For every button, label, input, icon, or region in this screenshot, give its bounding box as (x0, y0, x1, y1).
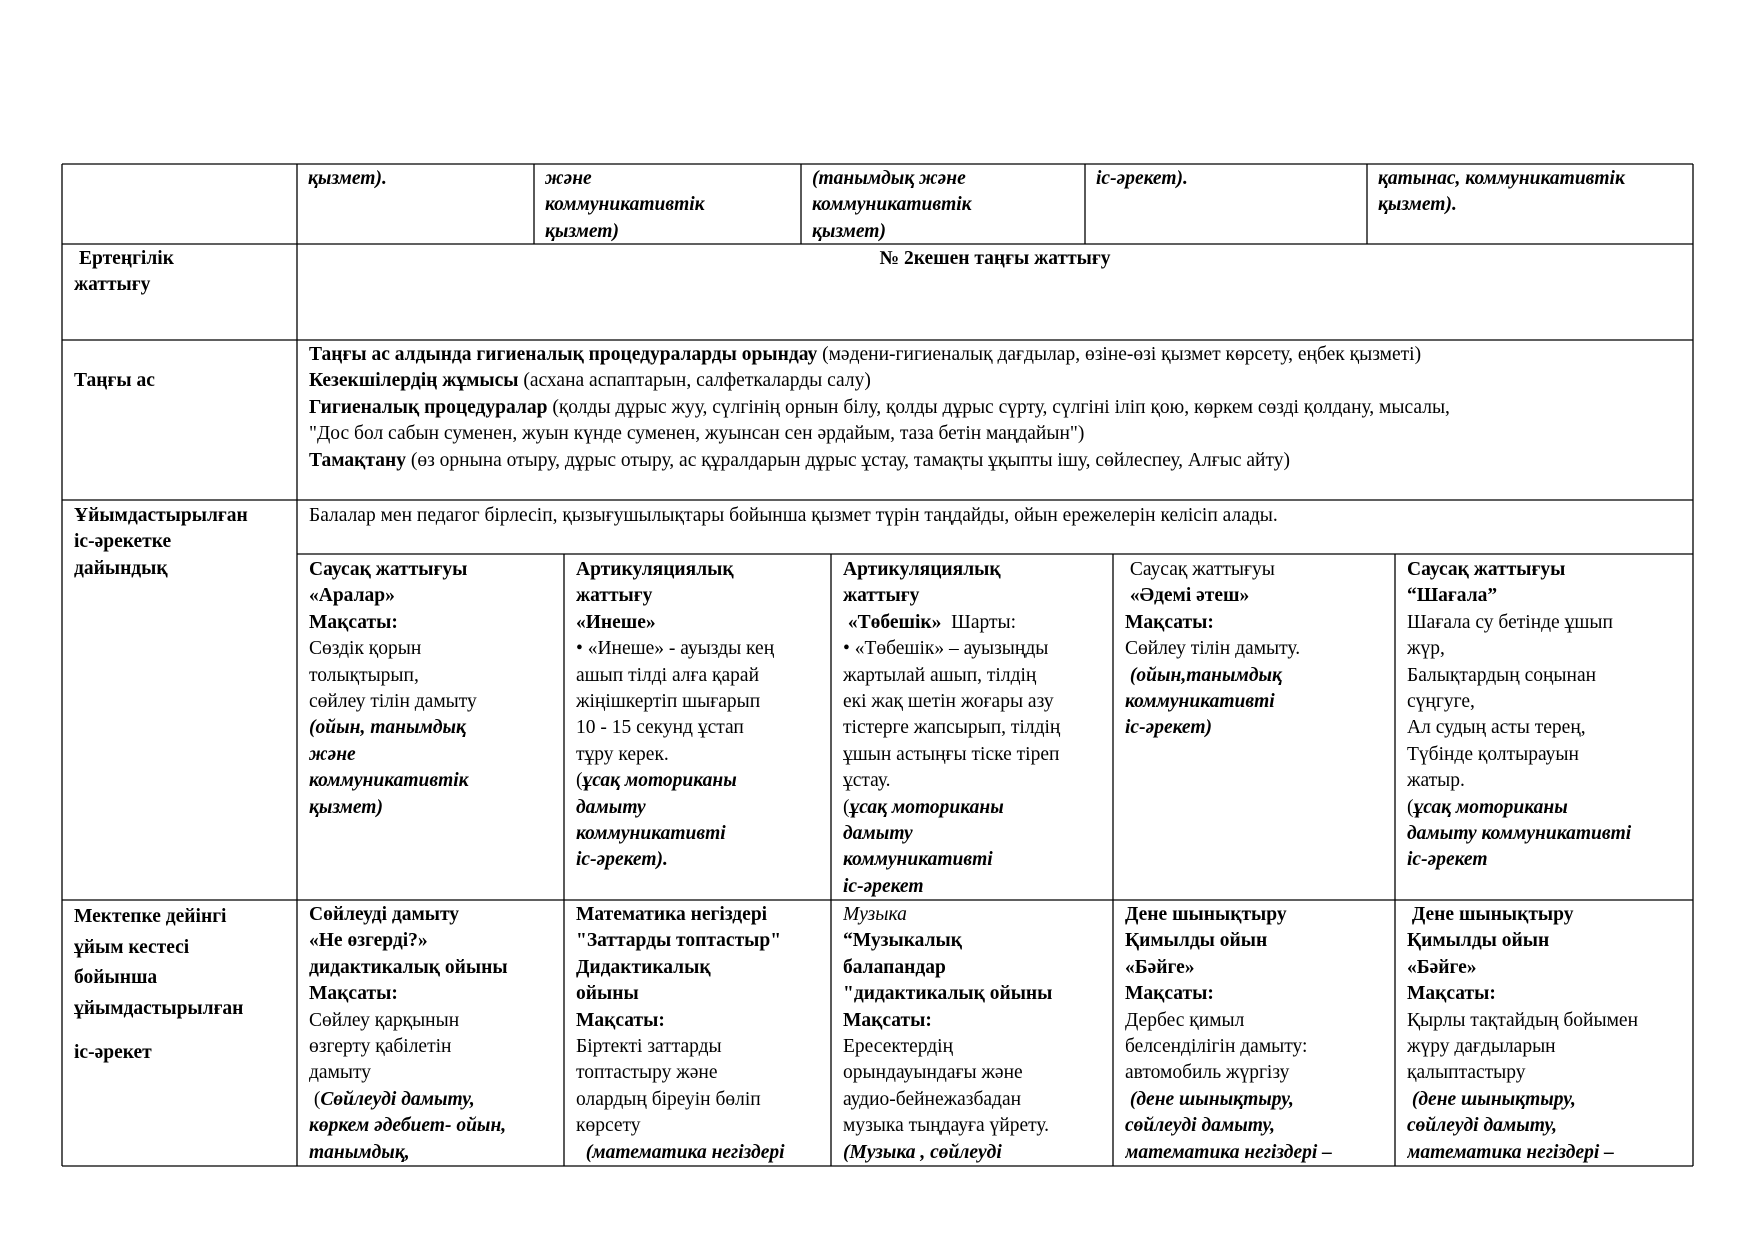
text-line: белсенділігін дамыту: (1125, 1036, 1308, 1058)
text-line (843, 795, 1111, 821)
text-line: орындауындағы және (843, 1062, 1023, 1084)
text-line: (Музыка , сөйлеуді (843, 1141, 1002, 1163)
text-line: Сөйлеу қарқынын (309, 1009, 460, 1031)
text-line: Балалар мен педагог бірлесіп, қызығушылықтары бойынша қызмет түрін таңдайды, ойын ережелерін келісіп алады. (309, 505, 1278, 526)
text-line: екі жақ шетін жоғары азу (843, 691, 1054, 713)
paren: ( (576, 770, 583, 792)
row4-col5 (1407, 902, 1691, 1164)
text-line (309, 448, 1689, 474)
text-line: балапандар (843, 956, 946, 978)
text-line: аудио-бейнежазбадан (843, 1088, 1022, 1110)
text-line: Дидактикалық (576, 956, 711, 978)
regular-phrase: (мәдени-гигиеналық дағдылар, өзіне-өзі қызмет көрсету, еңбек қызметі) (817, 344, 1422, 365)
text-line: Түбінде қолтырауын (1407, 743, 1579, 765)
text-line: Саусақ жаттығуы (1125, 559, 1275, 580)
text-line: «Инеше» (576, 611, 656, 633)
text-line: Музыка (843, 904, 907, 925)
text-line: Сөздік қорын (309, 638, 422, 660)
row0-col3 (812, 166, 1080, 245)
text-line: қызмет). (308, 168, 387, 189)
regular-phrase: (асхана аспаптарын, салфеткаларды салу) (518, 370, 871, 392)
text-line: іс-әрекет (1407, 849, 1488, 871)
text-line: «Әдемі әтеш» (1125, 585, 1250, 607)
row3-col4 (1125, 557, 1391, 742)
text-line: толықтырып, (309, 664, 419, 686)
row4-col1 (309, 902, 561, 1164)
text-line: Артикуляциялық (843, 559, 1001, 580)
bolditalic-phrase: Сөйлеуді дамыту, (320, 1088, 475, 1110)
text-line: Мақсаты: (843, 1009, 932, 1031)
text-line: және (545, 168, 592, 189)
text-line: Дербес қимыл (1125, 1009, 1245, 1031)
text-line: Сөйлеу тілін дамыту. (1125, 638, 1301, 660)
row0-col2 (545, 166, 797, 245)
text-line: Қимылды ойын (1125, 930, 1268, 952)
text-line: танымдық, (309, 1141, 410, 1163)
text-line: Ертеңгілік (79, 248, 174, 269)
row3-col5 (1407, 557, 1691, 874)
text-line: Балықтардың соңынан (1407, 664, 1597, 686)
text-line: “Музыкалық (843, 930, 962, 952)
text-line (309, 368, 1689, 394)
text-line: 10 - 15 секунд ұстап (576, 717, 744, 739)
text-line: коммуникативтік (545, 194, 705, 216)
text-line (309, 342, 1689, 368)
text-line: ұйым кестесі (74, 936, 190, 958)
text-line: Мақсаты: (1407, 983, 1496, 1005)
text-line: № 2кешен таңғы жаттығу (879, 248, 1111, 269)
text-line: (дене шынықтыру, (1407, 1088, 1576, 1110)
text-line: «Аралар» (309, 585, 395, 607)
paren: ( (1407, 796, 1414, 818)
text-line: коммуникативті (843, 849, 993, 871)
text-line: музыка тыңдауға үйрету. (843, 1115, 1050, 1137)
row1-label (74, 246, 294, 299)
text-line: Таңғы ас (74, 370, 155, 391)
text-line: олардың біреуін бөліп (576, 1088, 761, 1110)
text-line: (дене шынықтыру, (1125, 1088, 1294, 1110)
bolditalic-phrase: ұсақ моториканы (582, 770, 737, 792)
text-line: Мектепке дейінгі (74, 906, 227, 927)
text-line: жаттығу (843, 585, 920, 607)
text-line: дамыту (843, 823, 913, 845)
text-line: «Не өзгерді?» (309, 930, 428, 952)
text-line: Мақсаты: (1125, 983, 1214, 1005)
text-line: жатыр. (1407, 770, 1465, 792)
text-line (309, 395, 1689, 421)
text-line: дамыту коммуникативті (1407, 823, 1632, 845)
morning-exercise-title (297, 246, 1693, 272)
text-line: іс-әрекет). (576, 849, 668, 871)
text-line: іс-әрекет (74, 1042, 152, 1063)
text-line: • «Төбешік» – ауызыңды (843, 638, 1049, 660)
bold-phrase: Кезекшілердің жұмысы (309, 370, 519, 392)
row0-col5 (1378, 166, 1690, 219)
text-line: тістерге жапсырып, тілдің (843, 717, 1061, 739)
text-line: Мақсаты: (309, 983, 398, 1005)
text-line: көркем әдебиет- ойын, (309, 1115, 507, 1137)
row3-col2 (576, 557, 828, 874)
row0-col1 (308, 166, 530, 192)
text-line: (ойын, танымдық (309, 717, 466, 739)
row4-col4 (1125, 902, 1391, 1164)
text-line: Математика негіздері (576, 904, 768, 925)
text-line: Қимылды ойын (1407, 930, 1550, 952)
text-line: Ұйымдастырылған (74, 505, 248, 526)
text-line: қатынас, коммуникативтік (1378, 168, 1625, 189)
text-line: сөйлеуді дамыту, (1407, 1115, 1558, 1137)
text-line: іс-әрекет (843, 875, 924, 897)
row3-col1 (309, 557, 561, 821)
bold-phrase: Тамақтану (309, 449, 406, 471)
text-line: Ал судың асты терең, (1407, 717, 1586, 739)
text-line: коммуникативті (1125, 691, 1275, 713)
text-line: «Бәйге» (1407, 956, 1477, 978)
text-line: бойынша (74, 967, 158, 988)
regular-phrase: Шарты: (941, 611, 1017, 633)
text-line: автомобиль жүргізу (1125, 1062, 1290, 1084)
row4-col3 (843, 902, 1111, 1164)
text-line: сүңгуге, (1407, 691, 1475, 713)
text-line: Саусақ жаттығуы (1407, 559, 1566, 580)
text-line (309, 421, 1689, 447)
row3-intro (309, 503, 1689, 529)
text-line: ойыны (576, 983, 639, 1005)
text-line: ұстау. (843, 770, 891, 792)
text-line: • «Инеше» - ауызды кең (576, 638, 775, 660)
text-line: дамыту (309, 1062, 372, 1084)
breakfast-content (309, 342, 1689, 474)
text-line: дидактикалық ойыны (309, 956, 508, 978)
paren: ( (309, 1088, 321, 1110)
text-line: Мақсаты: (309, 611, 398, 633)
text-line: Қырлы тақтайдың бойымен (1407, 1009, 1639, 1031)
text-line: іс-әрекетке (74, 531, 172, 553)
paren: ( (843, 796, 850, 818)
text-line (843, 610, 1111, 636)
text-line: көрсету (576, 1115, 641, 1137)
text-line: жіңішкертіп шығарып (576, 691, 761, 713)
text-line: (танымдық және (812, 168, 966, 189)
text-line: Артикуляциялық (576, 559, 734, 580)
text-line: Мақсаты: (1125, 611, 1214, 633)
row3-label (74, 503, 294, 582)
text-line: қалыптастыру (1407, 1062, 1526, 1084)
row2-label (74, 368, 294, 394)
text-line: Дене шынықтыру (1407, 904, 1574, 925)
text-line: сөйлеуді дамыту, (1125, 1115, 1276, 1137)
bold-phrase: Таңғы ас алдында гигиеналық процедураларды орындау (309, 344, 818, 365)
text-line: Біртекті заттарды (576, 1036, 722, 1058)
text-line: жартылай ашып, тілдің (843, 664, 1037, 686)
regular-phrase: (қолды дұрыс жуу, сүлгінің орнын білу, қолды дұрыс сүрту, сүлгіні іліп қою, көркем сөзді қолдану, мысалы, (547, 396, 1450, 418)
text-line: Саусақ жаттығуы (309, 559, 468, 580)
text-line: жүр, (1407, 638, 1445, 660)
bolditalic-phrase: ұсақ моториканы (1413, 796, 1568, 818)
text-line: Сөйлеуді дамыту (309, 904, 460, 925)
text-line: коммуникативтік (309, 770, 469, 792)
text-line: жүру дағдыларын (1407, 1036, 1556, 1058)
text-line: коммуникативтік (812, 194, 972, 216)
text-line: ашып тілді алға қарай (576, 664, 760, 686)
row4-col2 (576, 902, 828, 1164)
bold-phrase: «Төбешік» (843, 611, 942, 633)
row3-col3 (843, 557, 1111, 900)
text-line: коммуникативті (576, 823, 726, 845)
text-line: «Бәйге» (1125, 956, 1195, 978)
text-line: (ойын,танымдық (1125, 664, 1282, 686)
text-line: қызмет) (309, 796, 383, 818)
text-line (576, 768, 828, 794)
text-line: ұйымдастырылған (74, 997, 244, 1019)
text-line: Дене шынықтыру (1125, 904, 1287, 925)
text-line: тұру керек. (576, 743, 669, 765)
text-line: іс-әрекет) (1125, 717, 1212, 739)
row0-col4 (1096, 166, 1361, 192)
text-line: "дидактикалық ойыны (843, 983, 1053, 1005)
text-line: іс-әрекет). (1096, 168, 1188, 189)
text-line: Ересектердің (843, 1036, 954, 1058)
text-line: және (309, 743, 356, 765)
text-line (309, 1087, 561, 1113)
text-line: өзгерту қабілетін (309, 1036, 452, 1058)
text-line: "Заттарды топтастыр" (576, 930, 782, 952)
text-line: (математика негіздері (576, 1141, 785, 1163)
text-line: топтастыру және (576, 1062, 718, 1084)
text-line: Мақсаты: (576, 1009, 665, 1031)
bolditalic-phrase: ұсақ моториканы (849, 796, 1004, 818)
text-line (1407, 795, 1691, 821)
bold-phrase: Гигиеналық процедуралар (309, 396, 548, 418)
text-line: дайындық (74, 557, 168, 579)
text-line: қызмет). (1378, 194, 1457, 216)
text-line: “Шағала” (1407, 585, 1498, 607)
text-line: қызмет) (545, 220, 619, 242)
text-line: жаттығу (74, 274, 151, 296)
regular-phrase: "Дос бол сабын суменен, жуын күнде суменен, жуынсан сен әрдайым, таза бетін маңдайын") (309, 423, 1085, 445)
text-line: жаттығу (576, 585, 653, 607)
text-line: ұшын астыңғы тіске тіреп (843, 743, 1060, 765)
text-line: математика негіздері – (1125, 1141, 1332, 1163)
text-line: қызмет) (812, 220, 886, 242)
text-line: дамыту (576, 796, 646, 818)
row4-label (74, 902, 294, 1069)
text-line: Шағала су бетінде ұшып (1407, 611, 1613, 633)
text-line: математика негіздері – (1407, 1141, 1614, 1163)
regular-phrase: (өз орнына отыру, дұрыс отыру, ас құралдарын дұрыс ұстау, тамақты ұқыпты ішу, сөйлеспеу, Алғыс айту) (405, 449, 1290, 471)
text-line: сөйлеу тілін дамыту (309, 691, 477, 713)
